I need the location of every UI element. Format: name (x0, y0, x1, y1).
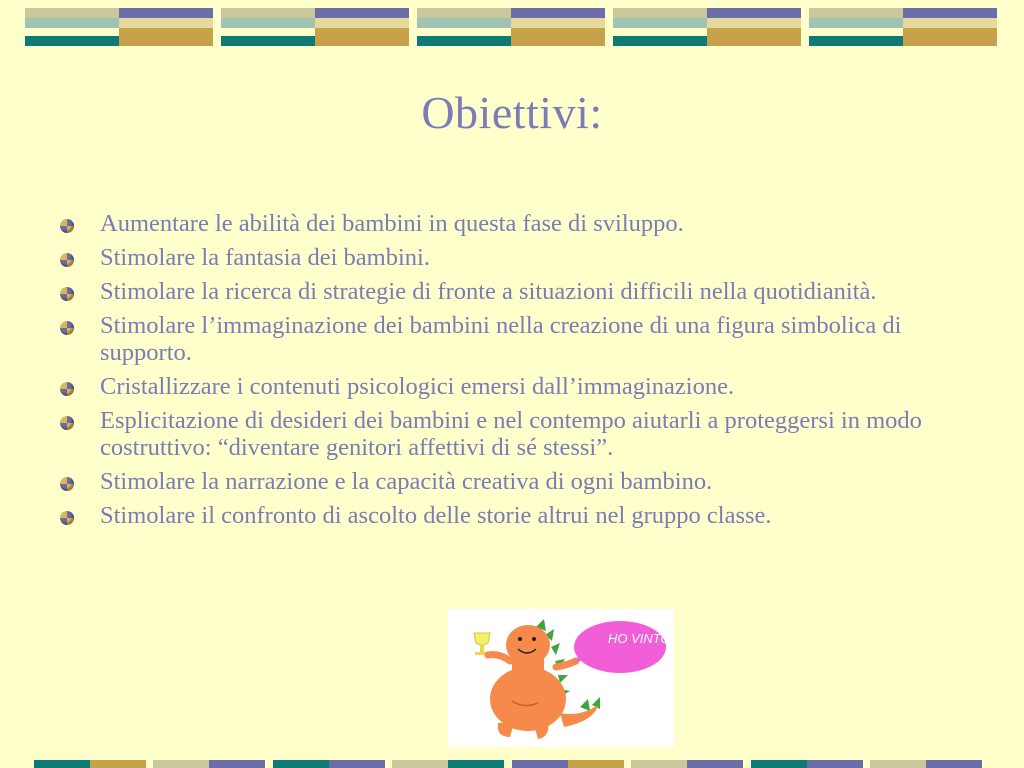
bottom-band (273, 760, 385, 768)
bullet-icon (60, 511, 74, 525)
bottom-band (751, 760, 863, 768)
bullet-icon (60, 287, 74, 301)
speech-bubble-text: HO VINTO (608, 631, 671, 646)
bullet-icon (60, 382, 74, 396)
list-item (60, 278, 970, 305)
list-item (60, 244, 970, 271)
bullet-icon (60, 219, 74, 233)
list-item (60, 373, 970, 400)
top-band (25, 8, 213, 46)
bottom-band (153, 760, 265, 768)
bullet-list (60, 210, 970, 536)
list-item (60, 312, 970, 366)
bullet-text: Stimolare il confronto di ascolto delle storie altrui nel gruppo classe. (100, 502, 772, 529)
bullet-icon (60, 253, 74, 267)
list-item (60, 407, 970, 461)
bullet-text: Esplicitazione di desideri dei bambini e nel contempo aiutarli a proteggersi in modo costruttivo: “diventare genitori affettivi di sé stessi”. (100, 407, 922, 461)
bullet-icon (60, 477, 74, 491)
dinosaur-drawing (448, 609, 674, 747)
list-item (60, 210, 970, 237)
dinosaur-illustration (448, 609, 674, 747)
bullet-icon (60, 416, 74, 430)
bullet-text: Aumentare le abilità dei bambini in questa fase di sviluppo. (100, 210, 684, 237)
list-item (60, 502, 970, 529)
bottom-band (631, 760, 743, 768)
bullet-text: Stimolare la fantasia dei bambini. (100, 244, 430, 271)
bullet-text: Stimolare la ricerca di strategie di fronte a situazioni difficili nella quotidianità. (100, 278, 877, 305)
bottom-band (512, 760, 624, 768)
bullet-icon (60, 321, 74, 335)
bottom-band (392, 760, 504, 768)
bullet-text: Cristallizzare i contenuti psicologici emersi dall’immaginazione. (100, 373, 735, 400)
bottom-band (870, 760, 982, 768)
top-band (613, 8, 801, 46)
bottom-band (34, 760, 146, 768)
bullet-text: Stimolare la narrazione e la capacità creativa di ogni bambino. (100, 468, 713, 495)
top-band (221, 8, 409, 46)
bullet-text: Stimolare l’immaginazione dei bambini nella creazione di una figura simbolica di supporto. (100, 312, 902, 366)
list-item (60, 468, 970, 495)
slide-title: Obiettivi: (421, 87, 603, 138)
top-band (809, 8, 997, 46)
top-band (417, 8, 605, 46)
